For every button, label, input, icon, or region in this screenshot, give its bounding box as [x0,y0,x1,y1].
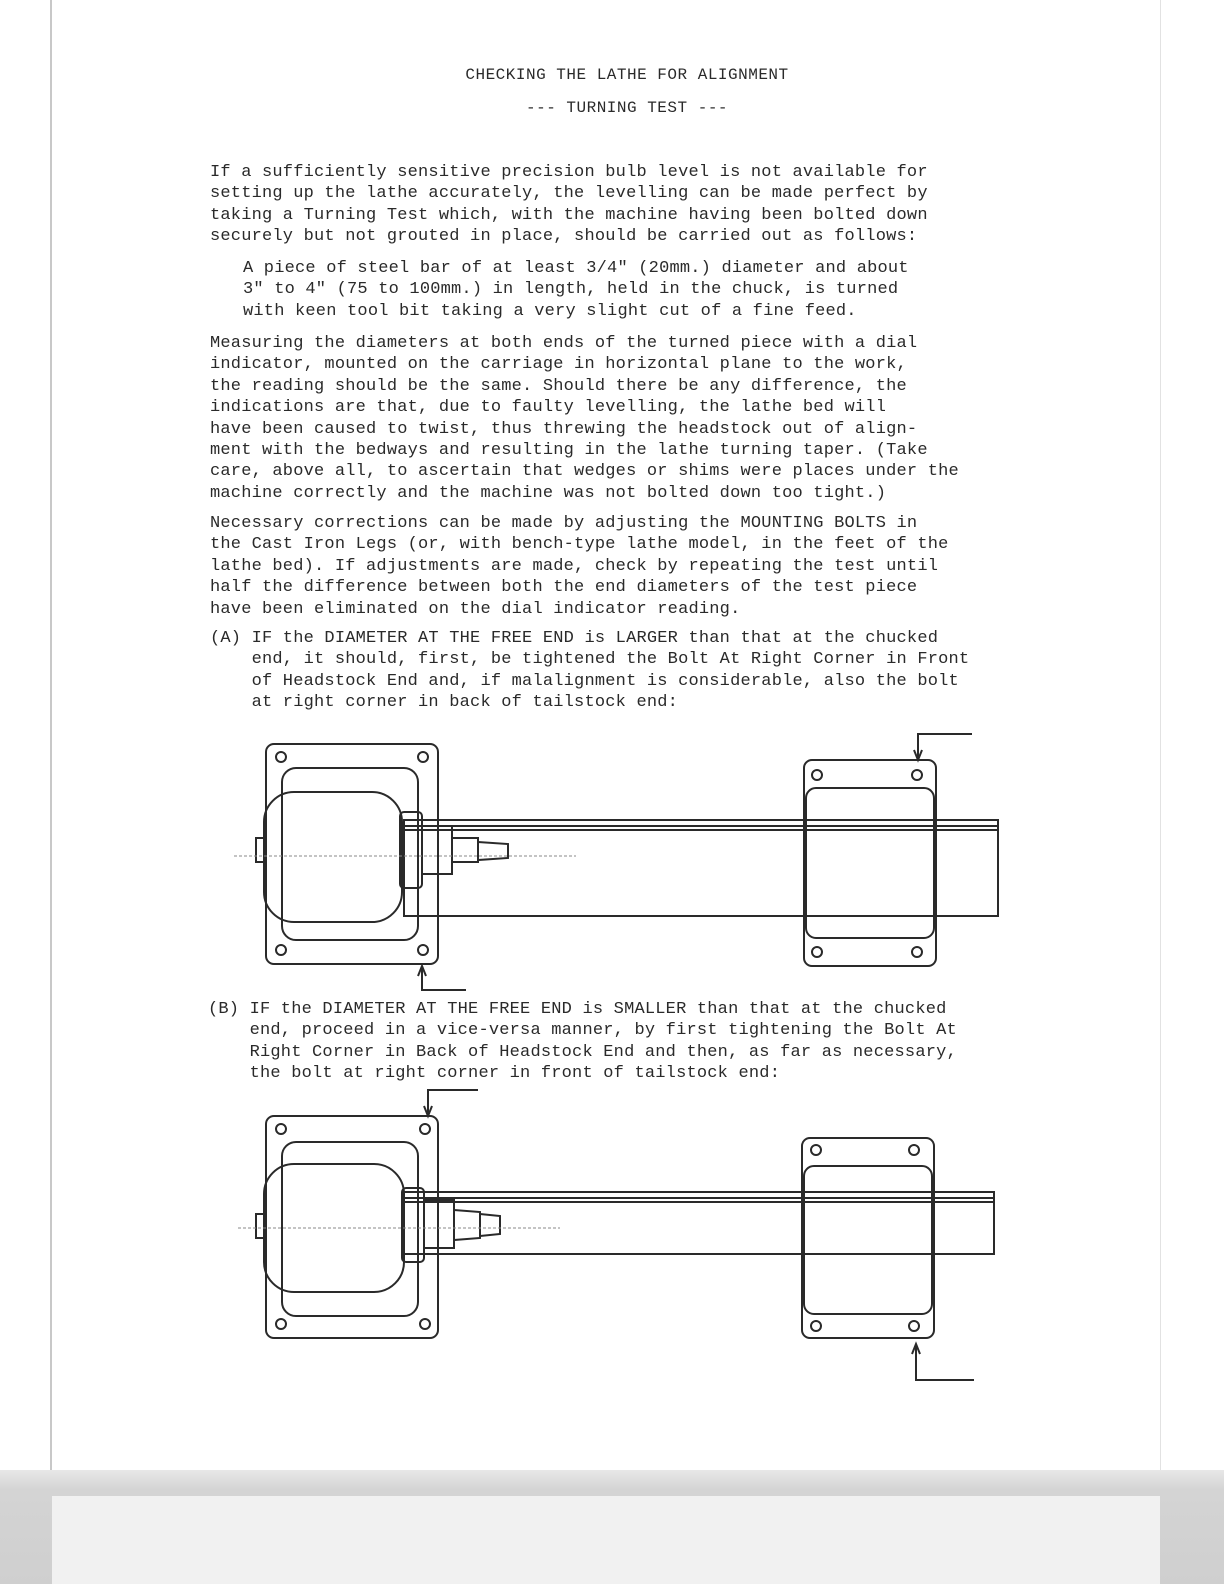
paragraph-intro: If a sufficiently sensitive precision bulb level is not available for setting up the lathe accurately, the levelling can be made perfect by taking a Turning Test which, with the machine having been bolted down securely but not grouted in place, should be carried out as follows: [210,163,928,247]
paragraph-procedure: A piece of steel bar of at least 3/4" (20mm.) diameter and about 3" to 4" (75 to 100mm.) in length, held in the chuck, is turned with keen tool bit taking a very slight cut of a fine feed. [243,259,909,321]
chuck-b [402,1188,424,1262]
page-title: CHECKING THE LATHE FOR ALIGNMENT [465,66,789,84]
page-subtitle: --- TURNING TEST --- [525,99,729,117]
paragraph-measuring: Measuring the diameters at both ends of the turned piece with a dial indicator, mounted on the carriage in horizontal plane to the work, the reading should be the same. Should there be any difference, the indications are that, due to faulty levelling, the lathe bed will have been caused to twist, thus threwing the headstock out of align- ment with the bedways and resulting in the lathe turning taper. (Take care, above all, to ascertain that wedges or shims were places under the machine correctly and the machine was not bolted down too tight.) [210,334,959,503]
headstock-base-b [266,1116,438,1338]
tailstock-base-b [802,1138,934,1338]
workpiece-b [480,1214,500,1236]
paragraph-corrections: Necessary corrections can be made by adjusting the MOUNTING BOLTS in the Cast Iron Legs (or, with bench-type lathe model, in the feet of the lathe bed). If adjustments are made, check by repeating the test until half the difference between both the end diameters of the test piece have been eliminated on the dial indicator reading. [210,514,949,619]
case-a-text: (A) IF the DIAMETER AT THE FREE END is LARGER than that at the chucked end, it should, first, be tightened the Bolt At Right Corner in Front of Headstock End and, if malalignment is considerable, also the bolt at right corner in back of tailstock end: [210,629,970,713]
bolt-arrow-headstock-b [428,1090,478,1114]
bolt-arrow-tailstock-b [916,1346,974,1380]
case-b-text: (B) IF the DIAMETER AT THE FREE END is SMALLER than that at the chucked end, proceed in a vice-versa manner, by first tightening the Bolt At Right Corner in Back of Headstock End and then, as far as necessary, the bolt at right corner in front of tailstock end: [208,1000,957,1084]
